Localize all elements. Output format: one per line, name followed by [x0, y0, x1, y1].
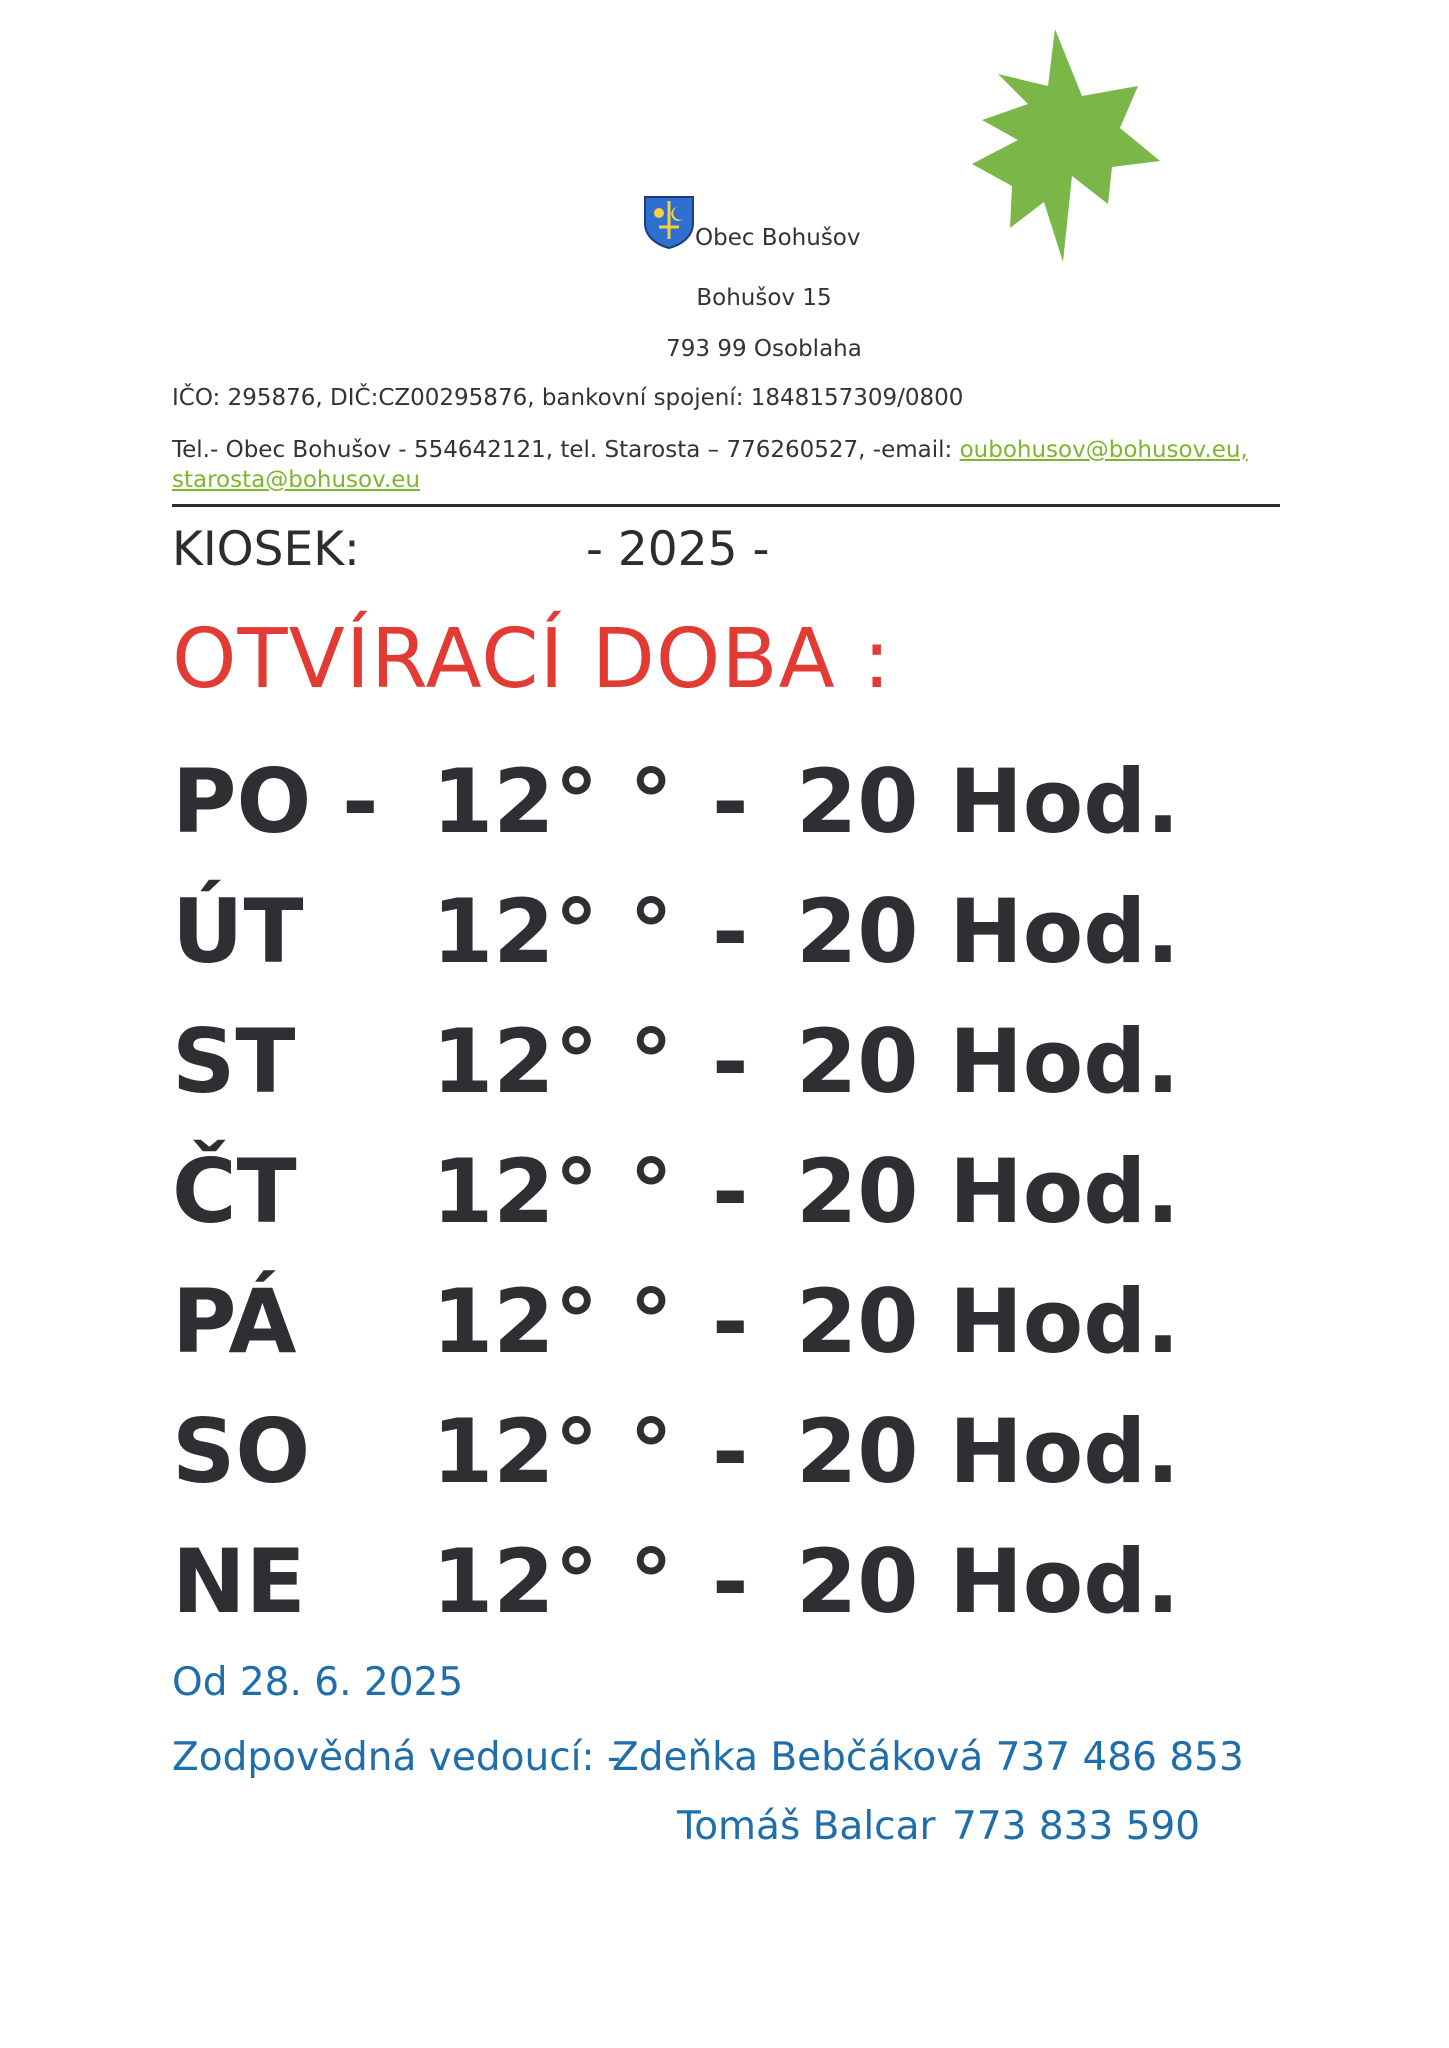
address-city: 793 99 Osoblaha: [666, 336, 862, 362]
time-dash: -: [712, 750, 749, 853]
open-time: 12° °: [432, 750, 674, 853]
email-link-office[interactable]: oubohusov@bohusov.eu,: [959, 437, 1248, 463]
hours-row: [0, 1010, 1449, 1113]
open-time: 12° °: [432, 1530, 674, 1633]
responsible-person-1: Zdeňka Bebčáková 737 486 853: [612, 1735, 1244, 1780]
hours-row: [0, 1530, 1449, 1633]
hours-row: [0, 880, 1449, 983]
open-time: 12° °: [432, 1270, 674, 1373]
hours-row: [0, 1400, 1449, 1503]
day-label: ST: [172, 1010, 296, 1113]
day-label: ČT: [172, 1140, 297, 1243]
time-dash: -: [712, 1270, 749, 1373]
email-link-mayor[interactable]: starosta@bohusov.eu: [172, 467, 420, 493]
header-divider: [172, 504, 1280, 507]
close-time: 20 Hod.: [796, 1140, 1180, 1243]
close-time: 20 Hod.: [796, 1270, 1180, 1373]
coat-of-arms-icon: [641, 193, 697, 249]
contact-prefix: Tel.- Obec Bohušov - 554642121, tel. Starosta – 776260527, -email:: [172, 437, 960, 463]
time-dash: -: [712, 880, 749, 983]
org-name: Obec Bohušov: [695, 225, 861, 251]
year-label: - 2025 -: [586, 522, 770, 577]
time-dash: -: [712, 1530, 749, 1633]
close-time: 20 Hod.: [796, 1400, 1180, 1503]
close-time: 20 Hod.: [796, 880, 1180, 983]
day-label: PÁ: [172, 1270, 297, 1373]
day-label: PO -: [172, 750, 379, 853]
close-time: 20 Hod.: [796, 750, 1180, 853]
responsible-person-2-name: Tomáš Balcar: [677, 1804, 936, 1849]
time-dash: -: [712, 1010, 749, 1113]
contact-line: [172, 437, 1248, 463]
responsible-person-2-phone: 773 833 590: [952, 1804, 1201, 1849]
ids-line: IČO: 295876, DIČ:CZ00295876, bankovní spojení: 1848157309/0800: [172, 385, 964, 411]
time-dash: -: [712, 1140, 749, 1243]
day-label: ÚT: [172, 880, 304, 983]
close-time: 20 Hod.: [796, 1530, 1180, 1633]
address-street: Bohušov 15: [696, 285, 832, 311]
valid-from: Od 28. 6. 2025: [172, 1660, 464, 1705]
open-time: 12° °: [432, 1140, 674, 1243]
hours-row: [0, 1140, 1449, 1243]
kiosek-label: KIOSEK:: [172, 522, 360, 577]
open-time: 12° °: [432, 1400, 674, 1503]
hours-row: [0, 1270, 1449, 1373]
open-time: 12° °: [432, 1010, 674, 1113]
day-label: SO: [172, 1400, 311, 1503]
page-title: OTVÍRACÍ DOBA :: [172, 612, 892, 707]
day-label: NE: [172, 1530, 306, 1633]
hours-row: [0, 750, 1449, 853]
close-time: 20 Hod.: [796, 1010, 1180, 1113]
star-burst-icon: [970, 24, 1192, 266]
time-dash: -: [712, 1400, 749, 1503]
responsible-label: Zodpovědná vedoucí: -: [172, 1735, 622, 1780]
open-time: 12° °: [432, 880, 674, 983]
contact-line-2: [172, 467, 420, 493]
